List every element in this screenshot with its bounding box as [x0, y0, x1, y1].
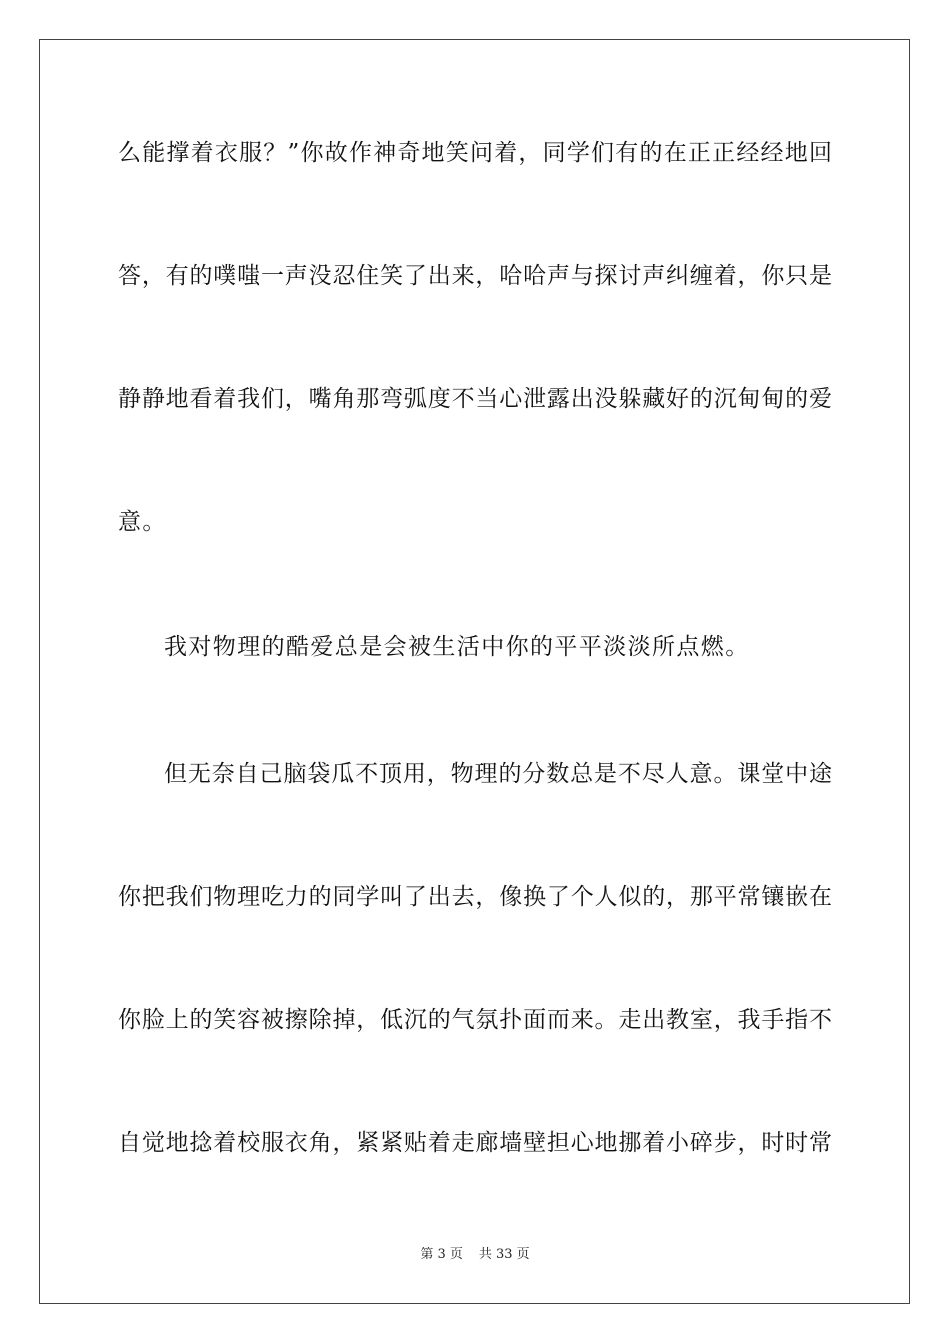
text-line: 我对物理的酷爱总是会被生活中你的平平淡淡所点燃。: [164, 634, 750, 660]
text-line: 但无奈自己脑袋瓜不顶用，物理的分数总是不尽人意。课堂中途: [164, 761, 832, 787]
page-footer: [0, 1246, 950, 1264]
text-line: 你把我们物理吃力的同学叫了出去，像换了个人似的，那平常镶嵌在: [118, 884, 832, 910]
text-line: 么能撑着衣服？”你故作神奇地笑问着，同学们有的在正正经经地回: [118, 140, 832, 166]
text-line: 你脸上的笑容被擦除掉，低沉的气氛扑面而来。走出教室，我手指不: [118, 1007, 832, 1033]
page-number: 第 3 页: [420, 1247, 463, 1262]
text-line: 答，有的噗嗤一声没忍住笑了出来，哈哈声与探讨声纠缠着，你只是: [118, 263, 832, 289]
page-total: 共 33 页: [478, 1247, 530, 1262]
text-line: 静静地看着我们，嘴角那弯弧度不当心泄露出没躲藏好的沉甸甸的爱: [118, 386, 832, 412]
text-line: 意。: [118, 509, 167, 535]
text-line: 自觉地捻着校服衣角，紧紧贴着走廊墙壁担心地挪着小碎步，时时常: [118, 1130, 832, 1156]
page-border: [39, 39, 910, 1304]
